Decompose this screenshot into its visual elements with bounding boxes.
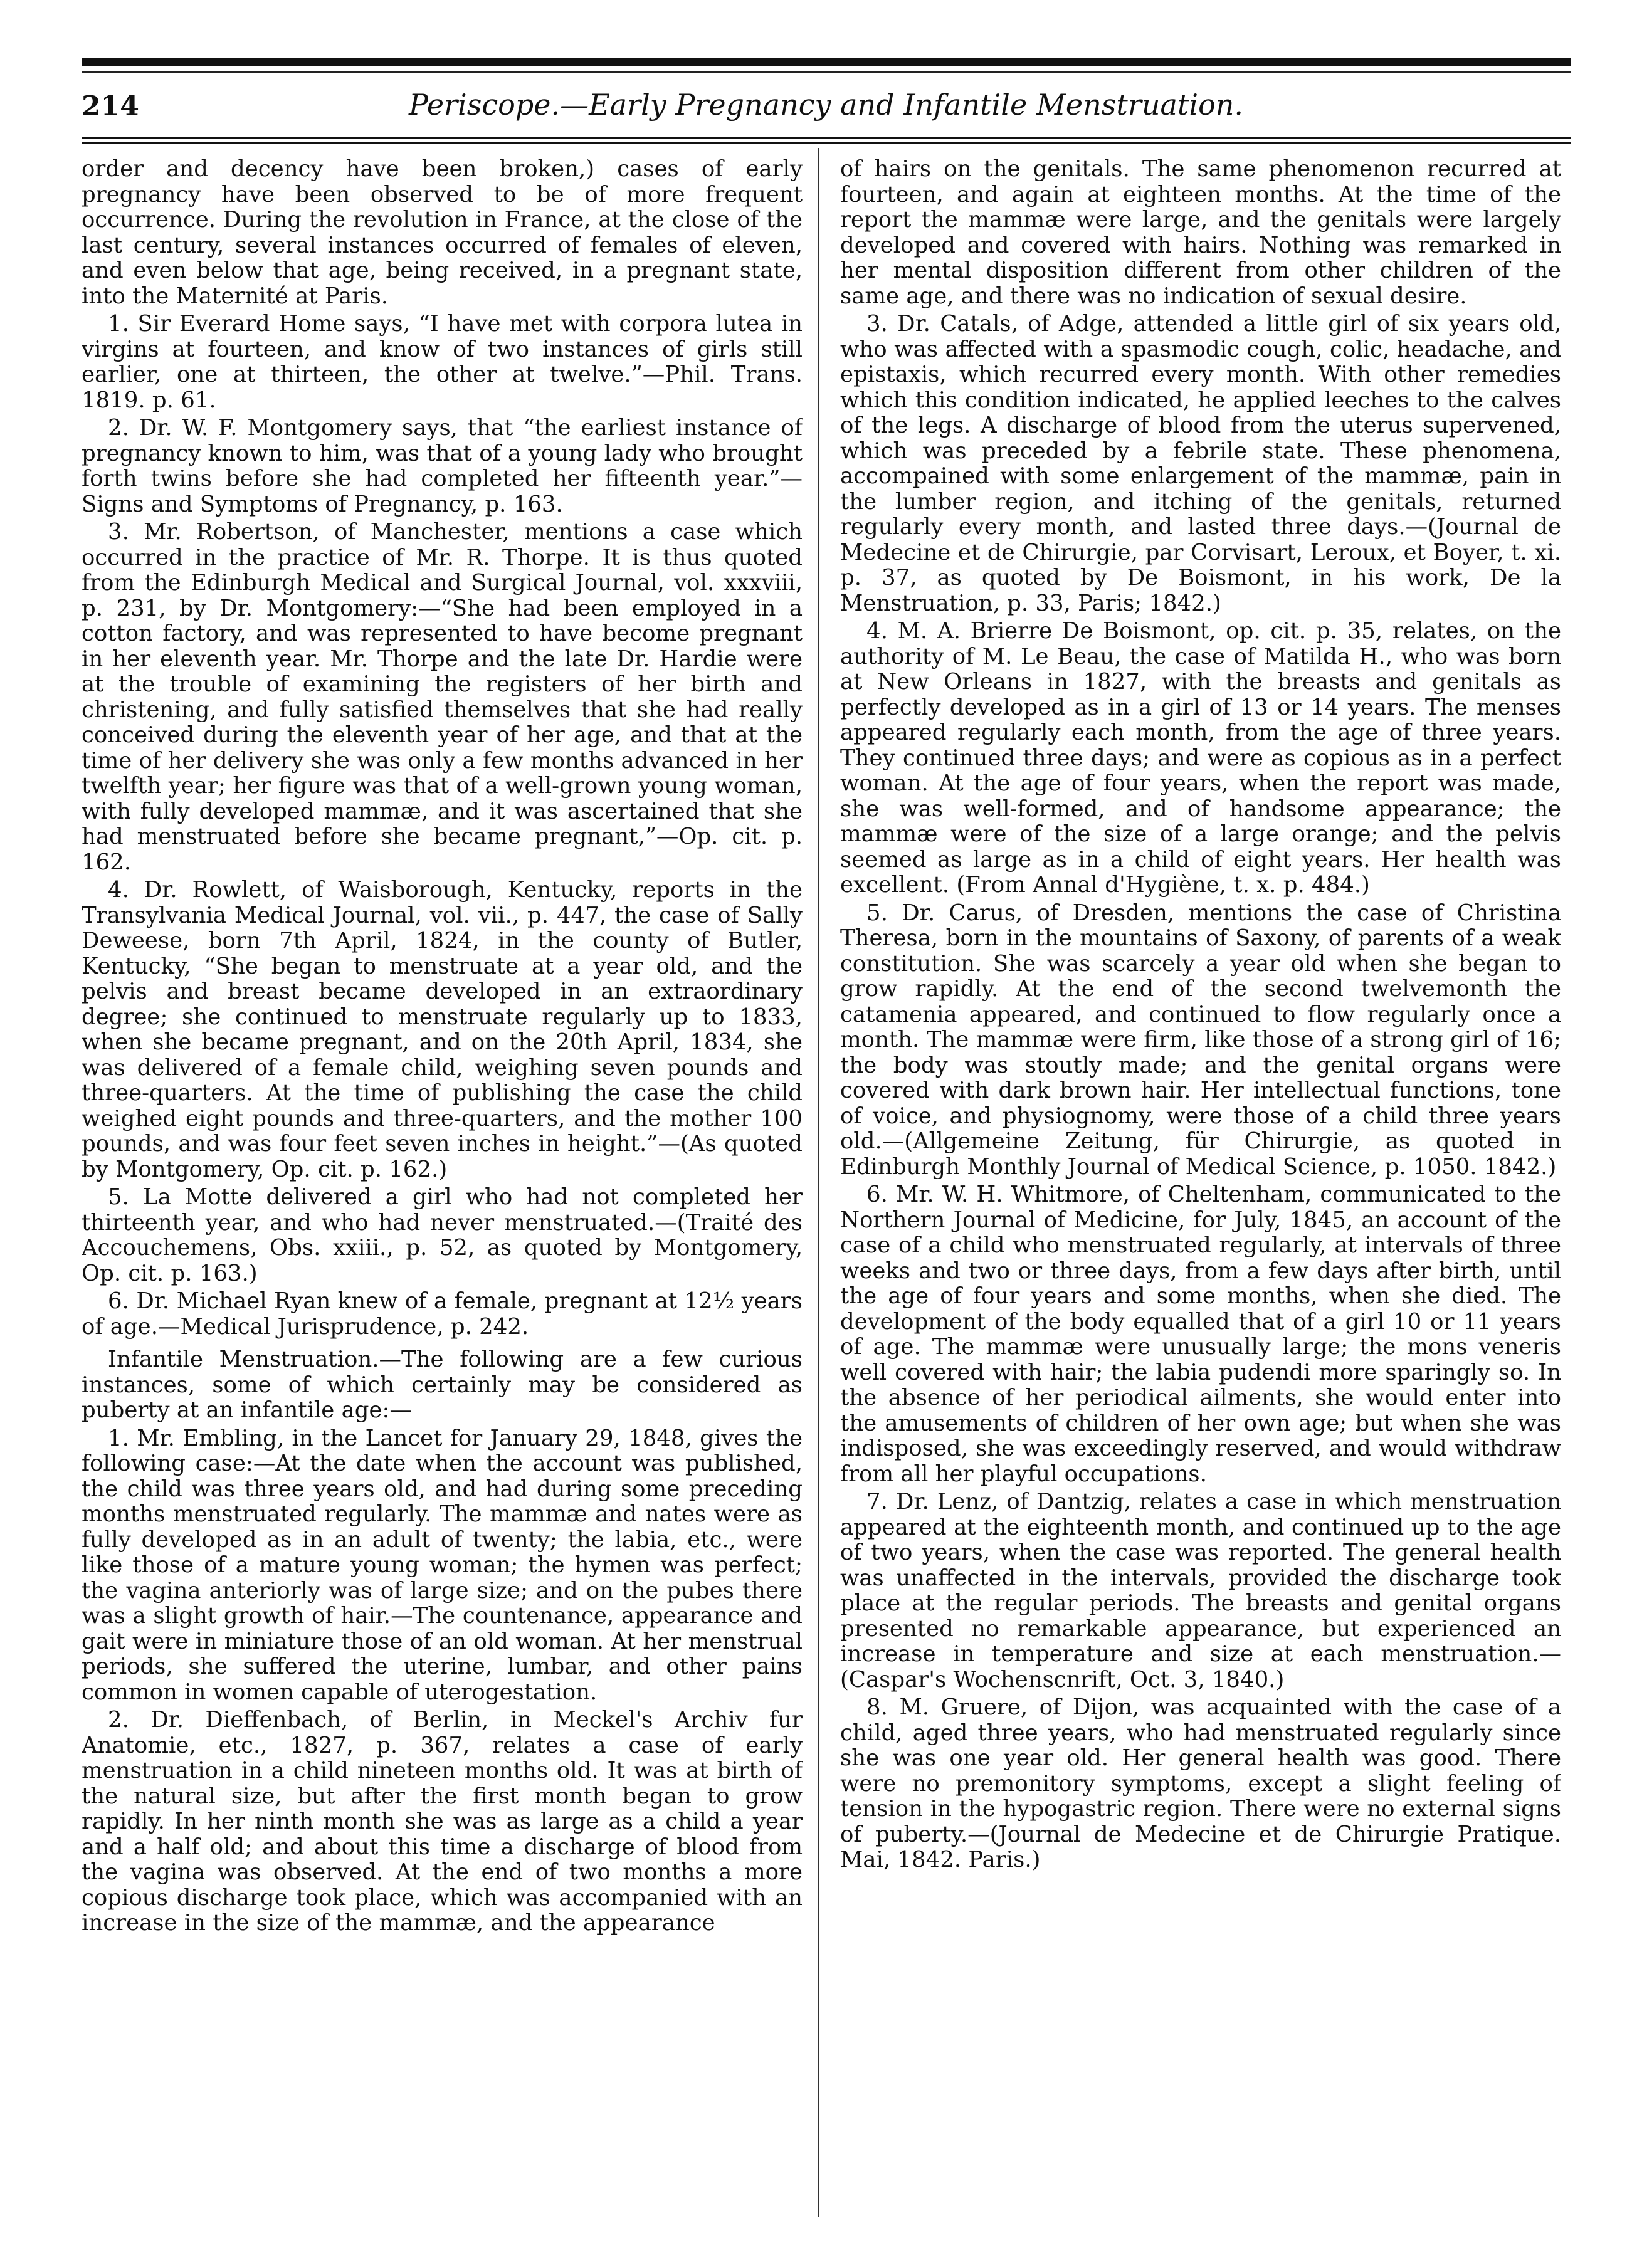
running-title: Periscope.—Early Pregnancy and Infantile Menstruation.: [408, 88, 1244, 122]
top-rule-thin: [82, 71, 1571, 73]
paragraph: 6. Mr. W. H. Whitmore, of Cheltenham, communicated to the Northern Journal of Medicine, for July, 1845, an account of the case of a child who menstruated regularly, at intervals of three weeks and two or three days, from a few days after birth, until the age of four years and some months, when she died. The development of the body equalled that of a girl 10 or 11 years of age. The mammæ were unusually large; the mons veneris well covered with hair; the labia pudendi more sparingly so. In the absence of her periodical ailments, she would enter into the amusements of children of her own age; but when she was indisposed, she was exceedingly reserved, and would withdraw from all her playful occupations.: [840, 1182, 1561, 1487]
column-divider: [818, 148, 819, 2217]
paragraph: 6. Dr. Michael Ryan knew of a female, pregnant at 12½ years of age.—Medical Jurisprudence, p. 242.: [82, 1288, 803, 1340]
paragraph: 5. Dr. Carus, of Dresden, mentions the case of Christina Theresa, born in the mountains of Saxony, of parents of a weak constitution. She was scarcely a year old when she began to grow rapidly. At the end of the second twelvemonth the catamenia appeared, and continued to flow regularly once a month. The mammæ were firm, like those of a strong girl of 16; the body was stoutly made; and the genital organs were covered with dark brown hair. Her intellectual functions, tone of voice, and physiognomy, were those of a child three years old.—(Allgemeine Zeitung, für Chirurgie, as quoted in Edinburgh Monthly Journal of Medical Science, p. 1050. 1842.): [840, 900, 1561, 1180]
left-column: [82, 157, 803, 2213]
paragraph: 7. Dr. Lenz, of Dantzig, relates a case in which menstruation appeared at the eighteenth month, and continued up to the age of two years, when the case was reported. The general health was unaffected in the intervals, provided the discharge took place at the regular periods. The breasts and genital organs presented no remarkable appearance, but experienced an increase in temperature and size at each menstruation.—(Caspar's Wochenscnrift, Oct. 3, 1840.): [840, 1489, 1561, 1693]
paragraph: 3. Mr. Robertson, of Manchester, mentions a case which occurred in the practice of Mr. R. Thorpe. It is thus quoted from the Edinburgh Medical and Surgical Journal, vol. xxxviii, p. 231, by Dr. Montgomery:—“She had been employed in a cotton factory, and was represented to have become pregnant in her eleventh year. Mr. Thorpe and the late Dr. Hardie were at the trouble of examining the registers of her birth and christening, and fully satisfied themselves that she had really conceived during the eleventh year of her age, and that at the time of her delivery she was only a few months advanced in her twelfth year; her figure was that of a well-grown young woman, with fully developed mammæ, and it was ascertained that she had menstruated before she became pregnant,”—Op. cit. p. 162.: [82, 519, 803, 875]
paragraph: 1. Mr. Embling, in the Lancet for January 29, 1848, gives the following case:—At the date when the account was published, the child was three years old, and had during some preceding months menstruated regularly. The mammæ and nates were as fully developed as in an adult of twenty; the labia, etc., were like those of a mature young woman; the hymen was perfect; the vagina anteriorly was of large size; and on the pubes there was a slight growth of hair.—The countenance, appearance and gait were in miniature those of an old woman. At her menstrual periods, she suffered the uterine, lumbar, and other pains common in women capable of uterogestation.: [82, 1425, 803, 1705]
paragraph: 2. Dr. W. F. Montgomery says, that “the earliest instance of pregnancy known to him, was that of a young lady who brought forth twins before she had completed her fifteenth year.”—Signs and Symptoms of Pregnancy, p. 163.: [82, 415, 803, 517]
header-rule-double: [82, 142, 1571, 144]
paragraph: 4. M. A. Brierre De Boismont, op. cit. p. 35, relates, on the authority of M. Le Beau, the case of Matilda H., who was born at New Orleans in 1827, with the breasts and genitals as perfectly developed as in a girl of 13 or 14 years. The menses appeared regularly each month, from the age of three years. They continued three days; and were as copious as in a perfect woman. At the age of four years, when the report was made, she was well-formed, and of handsome appearance; the mammæ were of the size of a large orange; and the pelvis seemed as large as in a child of eight years. Her health was excellent. (From Annal d'Hygiène, t. x. p. 484.): [840, 618, 1561, 898]
right-column: [840, 157, 1561, 2213]
page-header: [82, 88, 1571, 138]
paragraph: order and decency have been broken,) cases of early pregnancy have been observed to be of more frequent occurrence. During the revolution in France, at the close of the last century, several instances occurred of females of eleven, and even below that age, being received, in a pregnant state, into the Maternité at Paris.: [82, 157, 803, 309]
paragraph: 3. Dr. Catals, of Adge, attended a little girl of six years old, who was affected with a spasmodic cough, colic, headache, and epistaxis, which recurred every month. With other remedies which this condition indicated, he applied leeches to the calves of the legs. A discharge of blood from the uterus supervened, which was preceded by a febrile state. These phenomena, accompained with some enlargement of the mammæ, pain in the lumber region, and itching of the genitals, returned regularly every month, and lasted three days.—(Journal de Medecine et de Chirurgie, par Corvisart, Leroux, et Boyer, t. xi. p. 37, as quoted by De Boismont, in his work, De la Menstruation, p. 33, Paris; 1842.): [840, 311, 1561, 616]
paragraph: 1. Sir Everard Home says, “I have met with corpora lutea in virgins at fourteen, and know of two instances of girls still earlier, one at thirteen, the other at twelve.”—Phil. Trans. 1819. p. 61.: [82, 311, 803, 413]
paragraph: 2. Dr. Dieffenbach, of Berlin, in Meckel's Archiv fur Anatomie, etc., 1827, p. 367, relates a case of early menstruation in a child nineteen months old. It was at birth of the natural size, but after the first month began to grow rapidly. In her ninth month she was as large as a child a year and a half old; and about this time a discharge of blood from the vagina was observed. At the end of two months a more copious discharge took place, which was accompanied with an increase in the size of the mammæ, and the appearance: [82, 1707, 803, 1936]
top-rule: [82, 58, 1571, 66]
section-heading-paragraph: Infantile Menstruation.—The following are a few curious instances, some of which certainly may be considered as puberty at an infantile age:—: [82, 1347, 803, 1423]
paragraph: 4. Dr. Rowlett, of Waisborough, Kentucky, reports in the Transylvania Medical Journal, vol. vii., p. 447, the case of Sally Deweese, born 7th April, 1824, in the county of Butler, Kentucky, “She began to menstruate at a year old, and the pelvis and breast became developed in an extraordinary degree; she continued to menstruate regularly up to 1833, when she became pregnant, and on the 20th April, 1834, she was delivered of a female child, weighing seven pounds and three-quarters. At the time of publishing the case the child weighed eight pounds and three-quarters, and the mother 100 pounds, and was four feet seven inches in height.”—(As quoted by Montgomery, Op. cit. p. 162.): [82, 877, 803, 1182]
header-rule: [82, 137, 1571, 139]
paragraph: 8. M. Gruere, of Dijon, was acquainted with the case of a child, aged three years, who had menstruated regularly since she was one year old. Her general health was good. There were no premonitory symptoms, except a slight feeling of tension in the hypogastric region. There were no external signs of puberty.—(Journal de Medecine et de Chirurgie Pratique. Mai, 1842. Paris.): [840, 1694, 1561, 1872]
page-number: 214: [82, 90, 139, 122]
paragraph: of hairs on the genitals. The same phenomenon recurred at fourteen, and again at eighteen months. At the time of the report the mammæ were large, and the genitals were largely developed and covered with hairs. Nothing was remarked in her mental disposition different from other children of the same age, and there was no indication of sexual desire.: [840, 157, 1561, 309]
paragraph: 5. La Motte delivered a girl who had not completed her thirteenth year, and who had never menstruated.—(Traité des Accouchemens, Obs. xxiii., p. 52, as quoted by Montgomery, Op. cit. p. 163.): [82, 1184, 803, 1286]
